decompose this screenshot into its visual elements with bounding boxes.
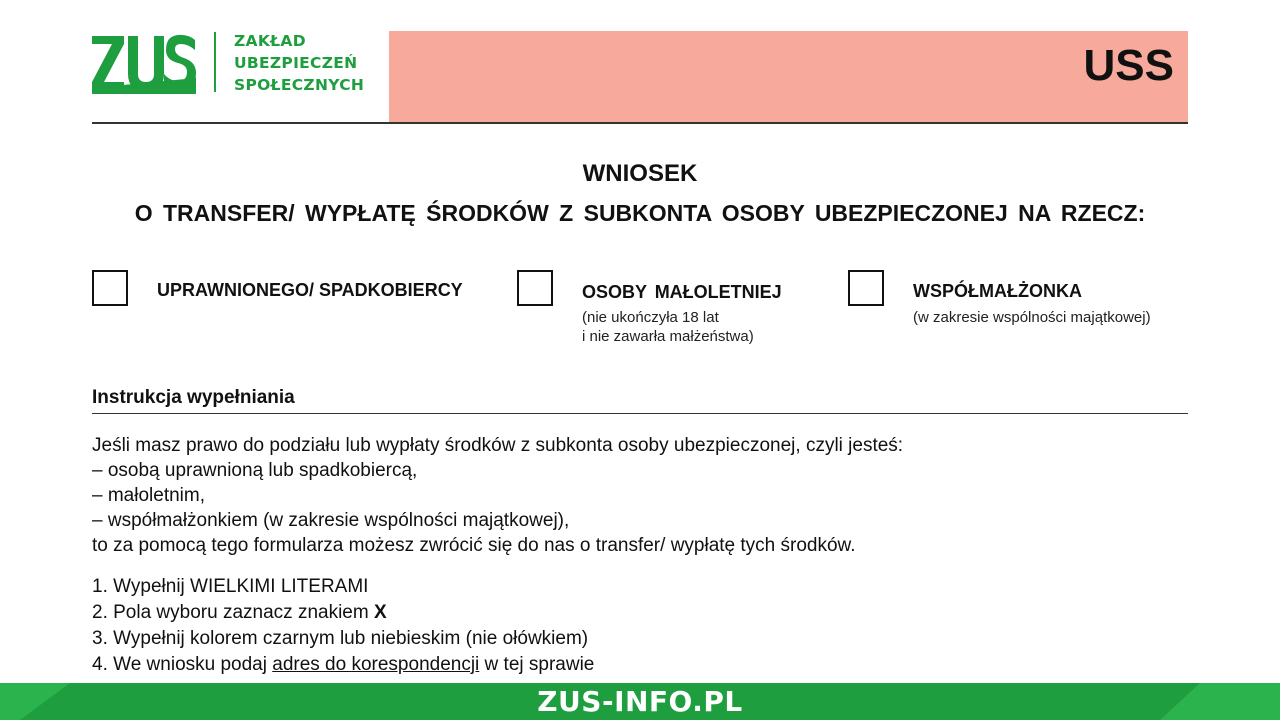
instructions-closing: to za pomocą tego formularza możesz zwrócić się do nas o transfer/ wypłatę tych środków. <box>92 535 856 556</box>
form-code-box <box>389 31 1188 122</box>
option-note <box>582 308 754 346</box>
logo-separator <box>214 32 216 92</box>
form-title: WNIOSEK <box>582 160 698 187</box>
option-note-line: (w zakresie wspólności majątkowej) <box>913 309 1151 326</box>
option-note-line: i nie zawarła małżeństwa) <box>582 328 754 345</box>
checkbox-wspolmalzonka[interactable] <box>848 270 884 306</box>
instructions-bullet: – współmałżonkiem (w zakresie wspólności majątkowej), <box>92 510 570 531</box>
step-item <box>92 652 594 678</box>
underlined-phrase: adres do korespondencji <box>272 654 480 675</box>
step-text: 4. We wniosku podaj <box>92 654 273 675</box>
logo-line-2: UBEZPIECZEŃ <box>234 54 358 72</box>
option-note-line: (nie ukończyła 18 lat <box>582 309 719 326</box>
zus-logo <box>92 30 382 94</box>
instructions-body <box>92 433 903 558</box>
step-item <box>92 626 594 652</box>
footer-site-link[interactable]: ZUS-INFO.PL <box>537 685 743 718</box>
section-divider <box>92 413 1188 414</box>
step-item <box>92 600 594 626</box>
option-label: WSPÓŁMAŁŻONKA <box>913 281 1082 301</box>
checkbox-maloletniej[interactable] <box>517 270 553 306</box>
instructions-intro: Jeśli masz prawo do podziału lub wypłaty środków z subkonta osoby ubezpieczonej, czyli jesteś: <box>92 435 904 456</box>
zus-logo-icon <box>92 30 196 94</box>
option-label: UPRAWNIONEGO/ SPADKOBIERCY <box>157 280 463 300</box>
option-label: OSOBY MAŁOLETNIEJ <box>582 282 782 302</box>
logo-line-3: SPOŁECZNYCH <box>234 76 365 94</box>
instructions-bullet: – małoletnim, <box>92 485 205 506</box>
step-item <box>92 574 594 600</box>
logo-line-1: ZAKŁAD <box>234 32 306 50</box>
checkbox-uprawnionego[interactable] <box>92 270 128 306</box>
instructions-steps <box>92 574 594 678</box>
form-code: USS <box>1083 41 1174 90</box>
instructions-bullet: – osobą uprawnioną lub spadkobiercą, <box>92 460 418 481</box>
step-text: 1. Wypełnij WIELKIMI LITERAMI <box>92 576 369 597</box>
step-text: 2. Pola wyboru zaznacz znakiem <box>92 602 374 623</box>
footer-banner <box>0 683 1280 720</box>
option-note <box>913 308 1151 327</box>
header-divider <box>92 122 1188 124</box>
form-subtitle: O TRANSFER/ WYPŁATĘ ŚRODKÓW Z SUBKONTA OSOBY UBEZPIECZONEJ NA RZECZ: <box>134 200 1146 226</box>
mark-symbol: X <box>373 602 387 623</box>
logo-wordmark <box>234 30 364 96</box>
step-text-after: w tej sprawie <box>479 654 595 675</box>
instructions-heading: Instrukcja wypełniania <box>92 387 295 408</box>
step-text: 3. Wypełnij kolorem czarnym lub niebieskim (nie ołówkiem) <box>92 628 589 649</box>
